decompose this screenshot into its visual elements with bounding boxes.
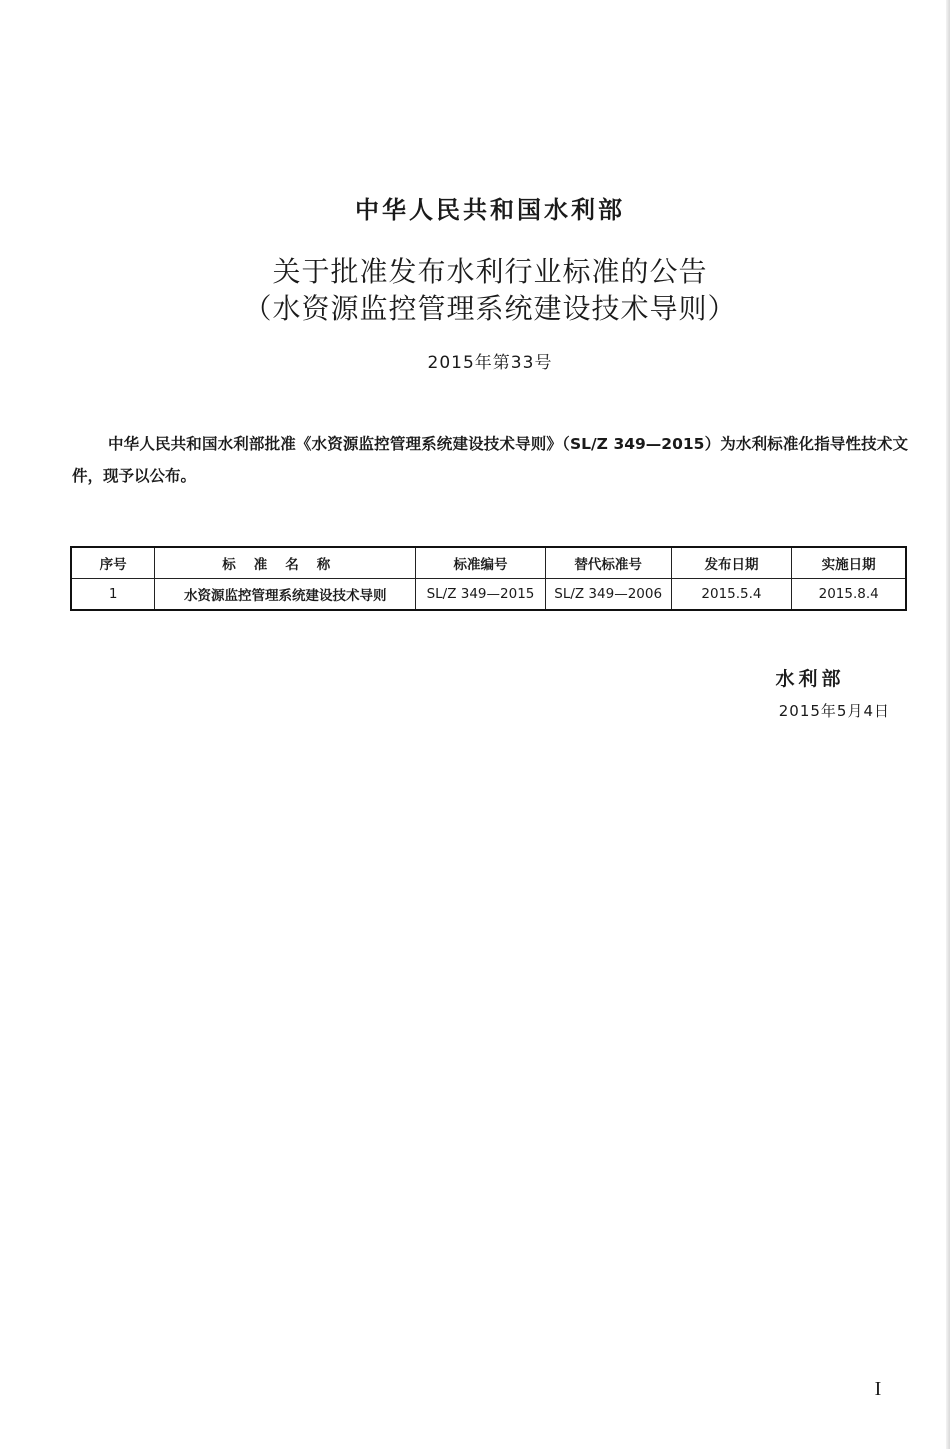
announcement-body: 中华人民共和国水利部批准《水资源监控管理系统建设技术导则》（SL/Z 349—2015）为水利标准化指导性技术文件，现予以公布。: [72, 435, 908, 485]
signature-date: 2015年5月4日: [778, 702, 890, 720]
table-row: [71, 579, 906, 611]
header-publish-date: 发布日期: [671, 547, 792, 579]
cell-publish-date: 2015.5.4: [671, 579, 792, 611]
cell-implement-date: 2015.8.4: [792, 579, 906, 611]
announcement-subtitle: （水资源监控管理系统建设技术导则）: [243, 292, 737, 325]
issuer-heading: 中华人民共和国水利部: [355, 196, 625, 224]
signer: 水利部: [775, 668, 845, 690]
cell-seq: 1: [71, 579, 155, 611]
cell-name: 水资源监控管理系统建设技术导则: [155, 579, 416, 611]
header-code: 标准编号: [416, 547, 545, 579]
table-header-row: [71, 547, 906, 579]
document-number: 2015年第33号: [427, 353, 553, 373]
header-replaced: 替代标准号: [545, 547, 671, 579]
header-implement-date: 实施日期: [792, 547, 906, 579]
page-number: I: [874, 1378, 882, 1400]
cell-code: SL/Z 349—2015: [416, 579, 545, 611]
header-name: 标准名称: [155, 547, 416, 579]
announcement-title: 关于批准发布水利行业标准的公告: [272, 255, 708, 288]
cell-replaced: SL/Z 349—2006: [545, 579, 671, 611]
header-seq: 序号: [71, 547, 155, 579]
standards-table: [70, 546, 907, 611]
